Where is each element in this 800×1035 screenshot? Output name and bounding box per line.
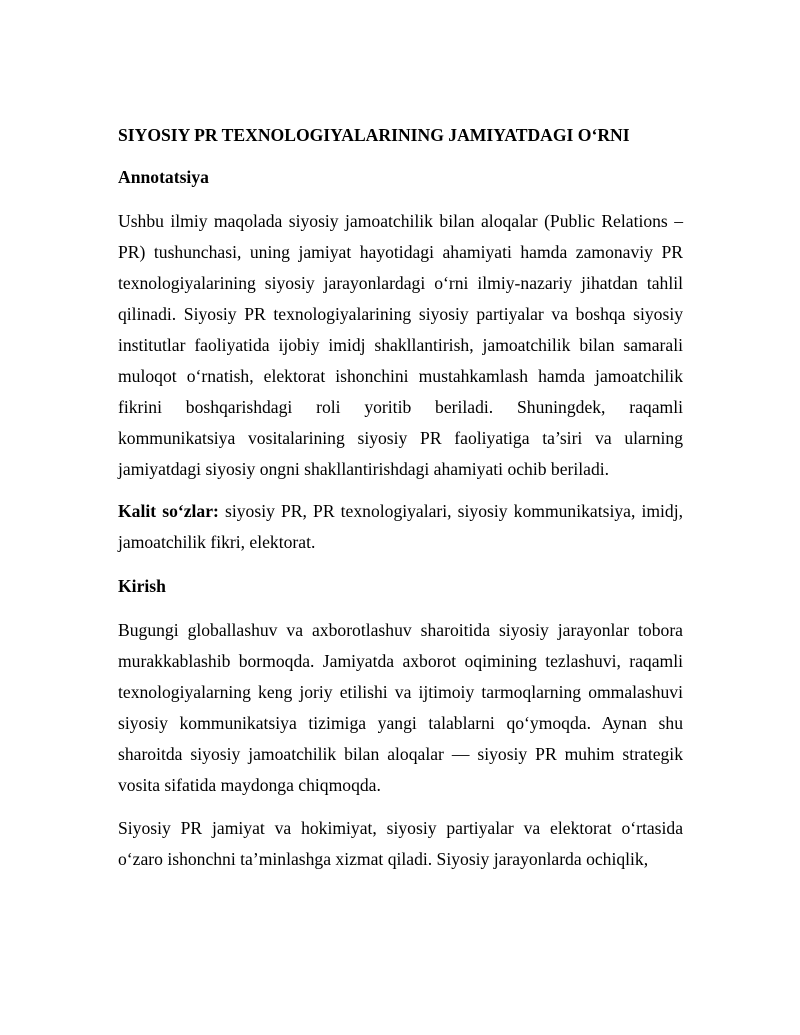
document-title: SIYOSIY PR TEXNOLOGIYALARINING JAMIYATDAGI O‘RNI [118, 125, 630, 145]
intro-heading: Kirish [118, 575, 166, 596]
document-page [118, 120, 683, 875]
keywords-text: siyosiy PR, PR texnologiyalari, siyosiy kommunikatsiya, imidj, jamoatchilik fikri, elektorat. [118, 500, 684, 552]
abstract-paragraph: Ushbu ilmiy maqolada siyosiy jamoatchilik bilan aloqalar (Public Relations – PR) tushunchasi, uning jamiyat hayotidagi ahamiyati hamda zamonaviy PR texnologiyalarining siyosiy jarayonlardagi o‘rni ilmiy-nazariy jihatdan tahlil qilinadi. Siyosiy PR texnologiyalarining siyosiy partiyalar va boshqa siyosiy institutlar faoliyatida ijobiy imidj shakllantirish, jamoatchilik bilan samarali muloqot o‘rnatish, elektorat ishonchini mustahkamlash hamda jamoatchilik fikrini boshqarishdagi roli yoritib beriladi. Shuningdek, raqamli kommunikatsiya vositalarining siyosiy PR faoliyatiga ta’siri va ularning jamiyatdagi siyosiy ongni shakllantirishdagi ahamiyati ochib beriladi. [118, 210, 683, 479]
abstract-heading: Annotatsiya [118, 166, 209, 187]
intro-paragraph-1: Bugungi globallashuv va axborotlashuv sharoitida siyosiy jarayonlar tobora murakkablashib bormoqda. Jamiyatda axborot oqimining tezlashuvi, raqamli texnologiyalarning keng joriy etilishi va ijtimoiy tarmoqlarning ommalashuvi siyosiy kommunikatsiya tizimiga yangi talablarni qo‘ymoqda. Aynan shu sharoitda siyosiy jamoatchilik bilan aloqalar — siyosiy PR muhim strategik vosita sifatida maydonga chiqmoqda. [118, 619, 683, 795]
keywords-label: Kalit so‘zlar: [118, 500, 219, 521]
keywords-paragraph [118, 496, 683, 558]
intro-paragraph-2: Siyosiy PR jamiyat va hokimiyat, siyosiy partiyalar va elektorat o‘rtasida o‘zaro ishonchni ta’minlashga xizmat qiladi. Siyosiy jarayonlarda ochiqlik, [118, 817, 683, 869]
